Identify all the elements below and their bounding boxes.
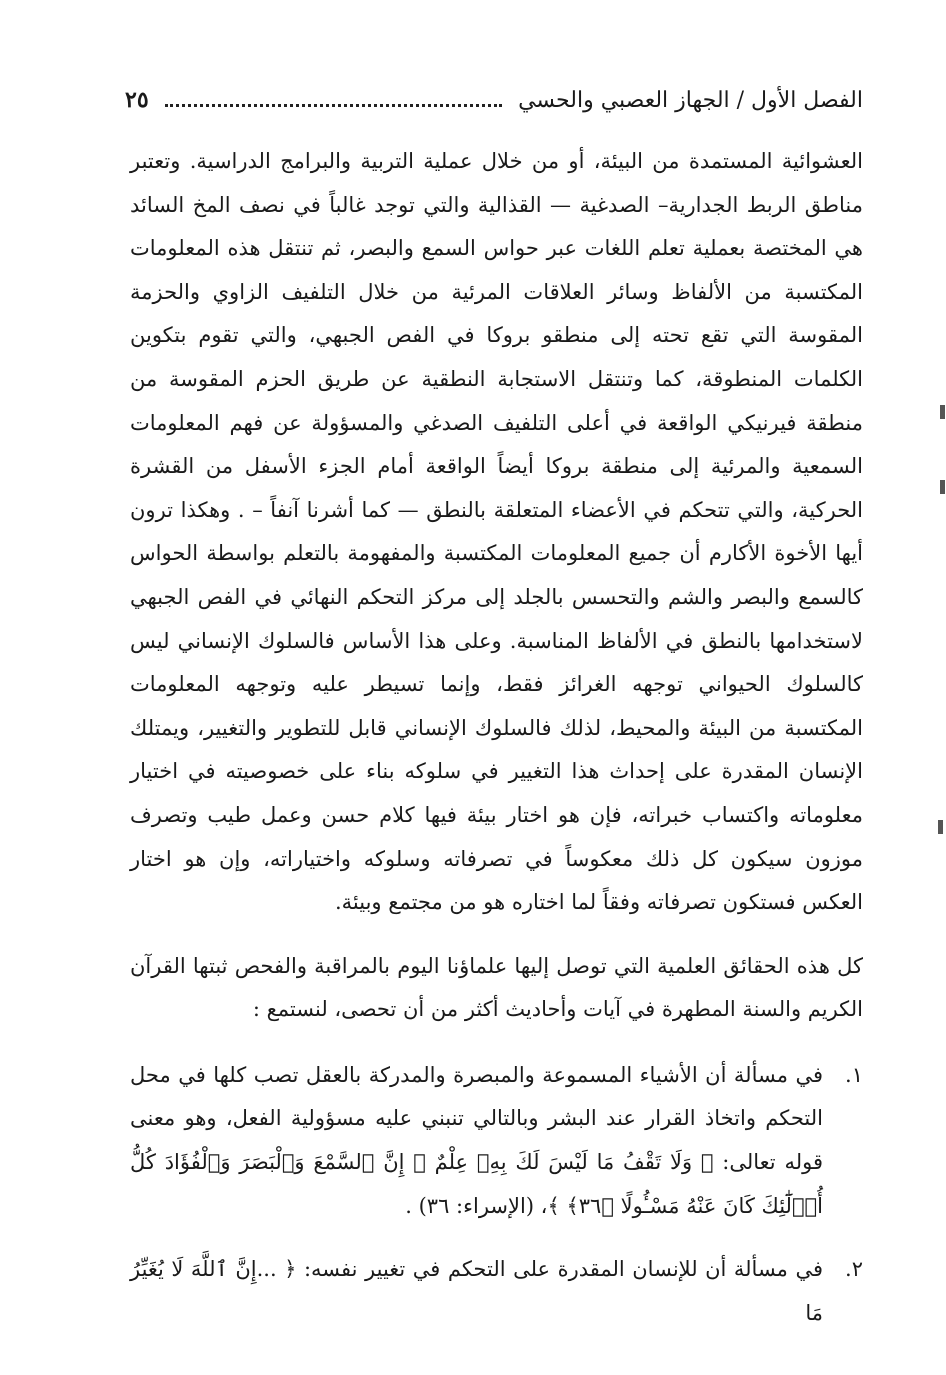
paragraph: العشوائية المستمدة من البيئة، أو من خلال عملية التربية والبرامج الدراسية. وتعتبر مناطق الربط الجدارية– الصدغية — القذالية والتي توجد غالباً في نصف المخ السائد هي المختصة بعملية تعلم اللغات عبر حواس السمع والبصر، ثم تنتقل هذه المعلومات المكتسبة من الألفاظ وسائر العلاقات المرئية من خلال التلفيف الزاوي والحزمة المقوسة التي تقع تحته إلى منطقو بروكا في الفص الجبهي، والتي تقوم بتكوين الكلمات المنطوقة، كما وتنتقل الاستجابة النطقية عن طريق الحزم المقوسة من منطقة فيرنيكي الواقعة في أعلى التلفيف الصدغي والمسؤولة عن فهم المعلومات السمعية والمرئية إلى منطقة بروكا أيضاً الواقعة أمام الجزء الأسفل من القشرة الحركية، والتي تتحكم في الأعضاء المتعلقة بالنطق — كما أشرنا آنفاً – . وهكذا ترون أيها الأخوة الأكارم أن جميع المعلومات المكتسبة والمفهومة بالتعلم بواسطة الحواس كالسمع والبصر والشم والتحسس بالجلد إلى مركز التحكم النهائي في الفص الجبهي لاستخدامها بالنطق في الألفاظ المناسبة. وعلى هذا الأساس فالسلوك الإنساني ليس كالسلوك الحيواني توجهه الغرائز فقط، وإنما تسيطر عليه وتوجهه المعلومات المكتسبة من البيئة والمحيط، لذلك فالسلوك الإنساني قابل للتطوير والتغيير، ويمتلك الإنسان المقدرة على إحداث هذا التغيير في سلوكه بناء على خصوصيته في اختيار معلوماته واكتساب خبراته، فإن هو اختار بيئة فيها كلام حسن وعمل طيب وتصرف موزون سيكون كل ذلك معكوساً في تصرفاته وسلوكه واختياراته، وإن هو اختار العكس فستكون تصرفاته وفقاً لما اختاره هو من مجتمع وبيئة. <box>130 149 863 915</box>
running-title: الفصل الأول / الجهاز العصبي والحسي <box>518 87 863 113</box>
body-text <box>130 140 863 1355</box>
scan-edge-mark <box>938 820 943 834</box>
list-item <box>130 1054 863 1228</box>
page-number: ٢٥ <box>125 87 149 113</box>
page-header <box>125 78 863 122</box>
numbered-list <box>130 1054 863 1336</box>
scan-edge-mark <box>940 405 945 419</box>
list-item-number: ٢. <box>845 1257 863 1282</box>
paragraph: كل هذه الحقائق العلمية التي توصل إليها علماؤنا اليوم بالمراقبة والفحص ثبتها القرآن الكريم والسنة المطهرة في آيات وأحاديث أكثر من أن تحصى، لنستمع : <box>130 953 863 1022</box>
list-item-number: ١. <box>845 1062 863 1087</box>
list-item-text: في مسألة أن للإنسان المقدرة على التحكم في تغيير نفسه: ﴿ ...إِنَّ ٱللَّهَ لَا يُغَيِّرُ مَا <box>130 1257 823 1325</box>
dotted-leader <box>165 94 502 107</box>
scan-edge-mark <box>940 480 945 494</box>
list-item <box>130 1248 863 1335</box>
list-item-text: في مسألة أن الأشياء المسموعة والمبصرة والمدركة بالعقل تصب كلها في محل التحكم واتخاذ القرار عند البشر وبالتالي تنبني عليه مسؤولية الفعل، وهو معنى قوله تعالى: ﴿ وَلَا تَقْفُ مَا لَيْسَ لَكَ بِهِۦ عِلْمٌ ۚ إِنَّ ٱلسَّمْعَ وَٱلْبَصَرَ وَٱلْفُؤَادَ كُلُّ أُو۟لَٰٓئِكَ كَانَ عَنْهُ مَسْـُٔولًا ﴿٣٦﴾ ﴾، (الإسراء: ٣٦) . <box>130 1062 823 1218</box>
